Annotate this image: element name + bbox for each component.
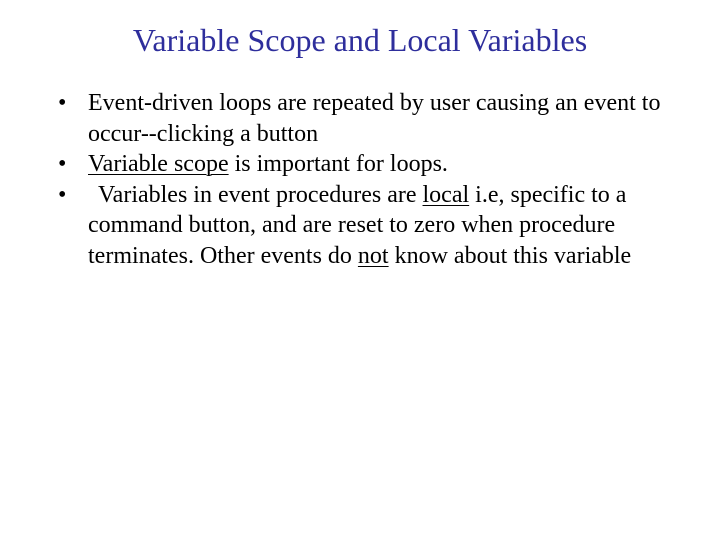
underlined-term-not: not [357, 242, 389, 269]
bullet-text-part2: i.e, specific to a command button, and are reset to zero when procedure terminates. Other events do [88, 181, 627, 269]
bullet-list [58, 88, 698, 271]
bullet-text: is important for loops. [228, 151, 448, 177]
bullet-item-variable-scope [58, 149, 698, 180]
bullet-dot: • [58, 90, 67, 116]
bullet-item-local-variables [58, 180, 698, 272]
bullet-text-part1: Variables in event procedures are [98, 181, 423, 208]
bullet-item-event-driven [58, 88, 698, 149]
slide-title: Variable Scope and Local Variables [132, 22, 588, 58]
bullet-dot: • [58, 181, 67, 208]
underlined-term-variable-scope: Variable scope [88, 151, 229, 177]
bullet-text: Event-driven loops are repeated by user causing an event to occur--clicking a button [88, 90, 661, 147]
bullet-dot: • [58, 151, 67, 177]
bullet-text-part3: know about this variable [388, 242, 632, 269]
underlined-term-local: local [422, 181, 470, 208]
